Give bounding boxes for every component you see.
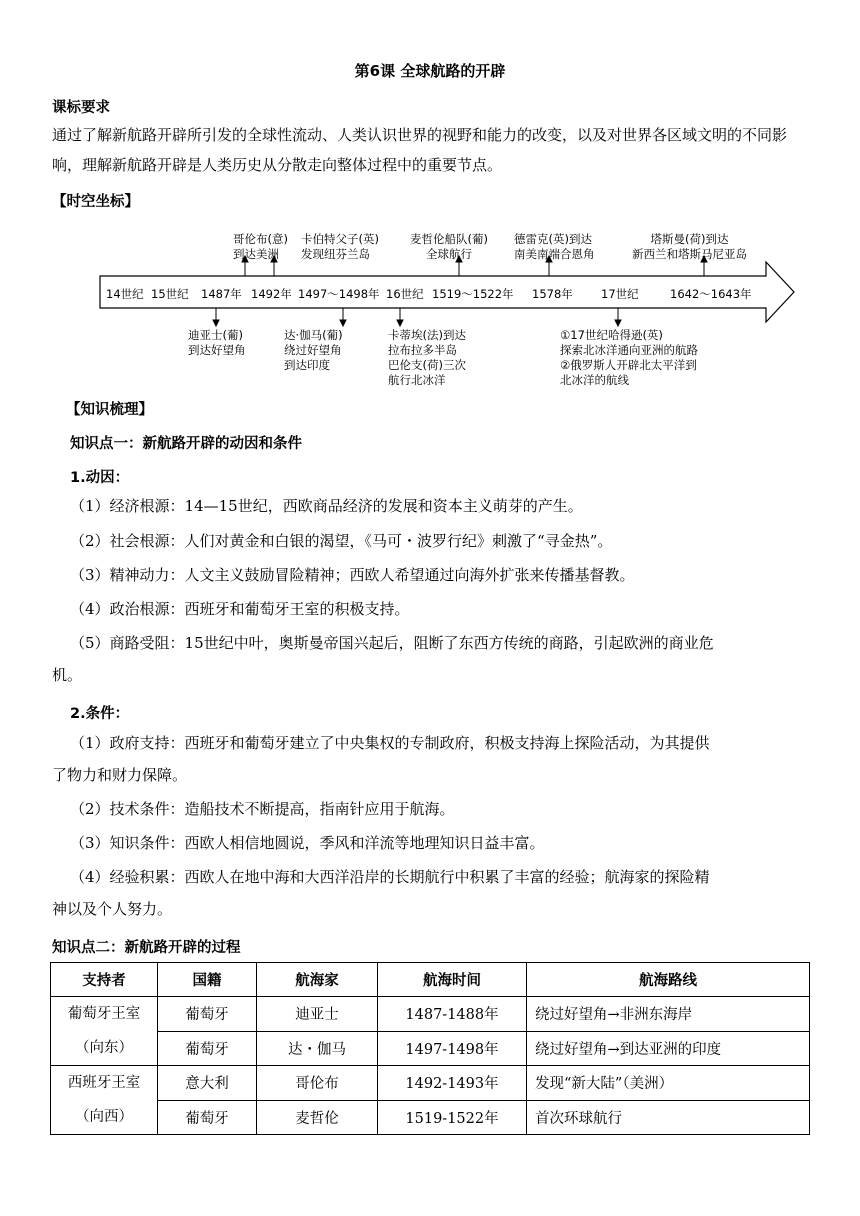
nation-cell: 葡萄牙 <box>158 1100 257 1135</box>
tl-below-2: 达·伽马(葡) 绕过好望角 到达印度 <box>284 328 343 372</box>
dongyin-item: （4）政治根源：西班牙和葡萄牙王室的积极支持。 <box>70 600 410 618</box>
column-header: 航海家 <box>257 963 378 997</box>
nation-cell: 葡萄牙 <box>158 997 257 1032</box>
navigator-cell: 迪亚士 <box>257 997 378 1032</box>
column-header: 国籍 <box>158 963 257 997</box>
table-row <box>51 1066 810 1101</box>
supporter-cell: 西班牙王室 （向西） <box>51 1066 158 1135</box>
dongyin-item-cont: 机。 <box>52 666 83 684</box>
navigator-cell: 麦哲伦 <box>257 1100 378 1135</box>
nation-cell: 意大利 <box>158 1066 257 1101</box>
tiaojian-item: （4）经验积累：西欧人在地中海和大西洋沿岸的长期航行中积累了丰富的经验；航海家的探险精 <box>70 868 710 886</box>
route-cell: 绕过好望角→非洲东海岸 <box>527 997 810 1032</box>
tl-below-4: ①17世纪哈得逊(英) 探索北冰洋通向亚洲的航路 ②俄罗斯人开辟北太平洋到 北冰洋的航线 <box>560 328 698 387</box>
table-row <box>51 1100 810 1135</box>
table-row <box>51 997 810 1032</box>
route-cell: 首次环球航行 <box>527 1100 810 1135</box>
tiaojian-item-cont: 神以及个人努力。 <box>52 900 173 918</box>
dongyin-item: （1）经济根源：14—15世纪，西欧商品经济的发展和资本主义萌芽的产生。 <box>70 497 583 515</box>
tl-below-3: 卡蒂埃(法)到达 拉布拉多半岛 巴伦支(荷)三次 航行北冰洋 <box>388 328 466 387</box>
tl-tick: 1519～1522年 <box>432 287 514 301</box>
point1-heading: 知识点一：新航路开辟的动因和条件 <box>70 436 302 452</box>
nation-cell: 葡萄牙 <box>158 1031 257 1066</box>
tiaojian-item: （2）技术条件：造船技术不断提高，指南针应用于航海。 <box>70 800 455 818</box>
tiaojian-item-cont: 了物力和财力保障。 <box>52 766 188 784</box>
shikong-heading: 【时空坐标】 <box>52 194 139 210</box>
time-cell: 1487-1488年 <box>378 997 527 1032</box>
tiaojian-label: 2.条件： <box>70 706 130 722</box>
tl-above-2: 卡伯特父子(英) 发现纽芬兰岛 <box>301 232 379 261</box>
tl-above-5: 塔斯曼(荷)到达 新西兰和塔斯马尼亚岛 <box>632 232 747 261</box>
tl-tick: 15世纪 <box>151 287 189 301</box>
tl-above-1: 哥伦布(意) 到达美洲 <box>233 232 288 261</box>
tl-tick: 1492年 <box>251 287 292 301</box>
tl-tick: 14世纪 <box>106 287 144 301</box>
tl-tick: 1642～1643年 <box>670 287 752 301</box>
time-cell: 1492-1493年 <box>378 1066 527 1101</box>
tl-tick: 16世纪 <box>386 287 424 301</box>
table-header-row <box>51 963 810 997</box>
dongyin-item: （3）精神动力：人文主义鼓励冒险精神；西欧人希望通过向海外扩张来传播基督教。 <box>70 566 635 584</box>
tl-below-1: 迪亚士(葡) 到达好望角 <box>188 328 246 357</box>
tl-tick: 17世纪 <box>601 287 639 301</box>
tl-above-3: 麦哲伦船队(葡) 全球航行 <box>410 232 488 261</box>
tiaojian-item: （3）知识条件：西欧人相信地圆说，季风和洋流等地理知识日益丰富。 <box>70 834 545 852</box>
navigator-cell: 哥伦布 <box>257 1066 378 1101</box>
tl-tick: 1578年 <box>532 287 573 301</box>
page-title: 第6课 全球航路的开辟 <box>354 62 506 80</box>
tl-above-4: 德雷克(英)到达 南美南端合恩角 <box>514 232 595 261</box>
column-header: 航海时间 <box>378 963 527 997</box>
kebiao-text: 通过了解新航路开辟所引发的全球性流动、人类认识世界的视野和能力的改变，以及对世界各区域文明的不同影响，理解新航路开辟是人类历史从分散走向整体过程中的重要节点。 <box>52 126 788 174</box>
tiaojian-item: （1）政府支持：西班牙和葡萄牙建立了中央集权的专制政府，积极支持海上探险活动，为其提供 <box>70 734 710 752</box>
dongyin-item: （5）商路受阻：15世纪中叶，奥斯曼帝国兴起后，阻断了东西方传统的商路，引起欧洲的商业危 <box>70 634 714 652</box>
table-row <box>51 1031 810 1066</box>
timeline <box>96 226 796 396</box>
time-cell: 1497-1498年 <box>378 1031 527 1066</box>
navigator-cell: 达・伽马 <box>257 1031 378 1066</box>
tl-tick: 1497～1498年 <box>298 287 380 301</box>
supporter-cell: 葡萄牙王室 （向东） <box>51 997 158 1066</box>
navigation-table <box>50 962 810 1135</box>
time-cell: 1519-1522年 <box>378 1100 527 1135</box>
route-cell: 绕过好望角→到达亚洲的印度 <box>527 1031 810 1066</box>
kebiao-heading: 课标要求 <box>52 100 110 116</box>
tl-tick: 1487年 <box>201 287 242 301</box>
column-header: 支持者 <box>51 963 158 997</box>
point2-heading: 知识点二：新航路开辟的过程 <box>52 940 241 956</box>
route-cell: 发现“新大陆”（美洲） <box>527 1066 810 1101</box>
column-header: 航海路线 <box>527 963 810 997</box>
zhishi-heading: 【知识梳理】 <box>66 402 153 418</box>
dongyin-item: （2）社会根源：人们对黄金和白银的渴望，《马可・波罗行纪》刺激了“寻金热”。 <box>70 532 613 550</box>
dongyin-label: 1.动因： <box>70 470 130 486</box>
